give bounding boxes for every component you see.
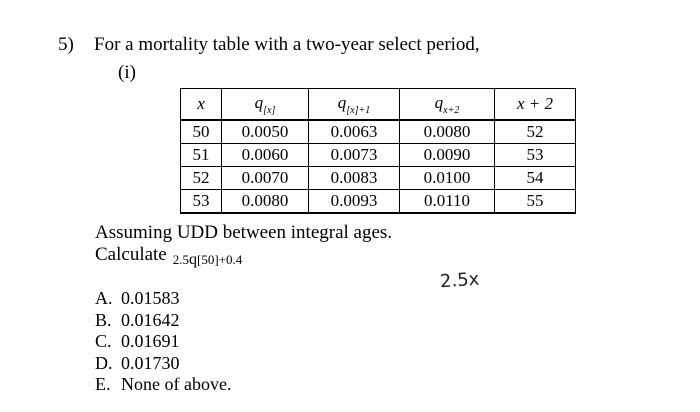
- table-cell: 0.0100: [400, 167, 495, 190]
- table-cell: 0.0060: [222, 144, 309, 167]
- header-x: x: [181, 89, 222, 121]
- table-cell: 0.0090: [400, 144, 495, 167]
- answer-choice-d[interactable]: D. 0.01730: [95, 352, 180, 373]
- question-number: 5): [58, 34, 74, 55]
- table-cell: 53: [495, 144, 576, 167]
- table-cell: 0.0050: [222, 120, 309, 144]
- table-row: [181, 120, 576, 144]
- answer-choice-b[interactable]: B. 0.01642: [95, 309, 180, 330]
- item-label: (i): [118, 62, 136, 83]
- table-cell: 0.0110: [400, 190, 495, 214]
- assumption-text: Assuming UDD between integral ages.: [95, 222, 393, 243]
- table-cell: 54: [495, 167, 576, 190]
- table-cell: 50: [181, 120, 222, 144]
- table-cell: 0.0070: [222, 167, 309, 190]
- header-q-select: $q_{[x]}$: [222, 89, 309, 121]
- mortality-table: [180, 88, 576, 214]
- table-cell: 0.0080: [400, 120, 495, 144]
- table-cell: 0.0083: [309, 167, 400, 190]
- question-text: For a mortality table with a two-year select period,: [94, 34, 480, 55]
- header-x-plus-2: x + 2: [495, 89, 576, 121]
- question-heading: [58, 34, 480, 56]
- table-row: [181, 144, 576, 167]
- table-cell: 52: [181, 167, 222, 190]
- table-cell: 51: [181, 144, 222, 167]
- table-row: [181, 190, 576, 214]
- calculate-expression: 2.5q[50]+0.4: [172, 251, 243, 268]
- answer-choice-e[interactable]: E. None of above.: [95, 374, 232, 394]
- calculate-label: Calculate: [95, 244, 167, 265]
- table-cell: 0.0093: [309, 190, 400, 214]
- handwritten-note: 2.5x: [439, 268, 480, 293]
- table-cell: 52: [495, 120, 576, 144]
- table-cell: 53: [181, 190, 222, 214]
- table-cell: 55: [495, 190, 576, 214]
- table-cell: 0.0080: [222, 190, 309, 214]
- table-cell: 0.0073: [309, 144, 400, 167]
- table-header-row: [181, 89, 576, 121]
- calculate-line: [95, 244, 392, 267]
- table-cell: 0.0063: [309, 120, 400, 144]
- question-stem: [95, 222, 392, 267]
- header-q-ultimate: $q_{x+2}$: [400, 89, 495, 121]
- header-q-select-plus-1: $q_{[x]+1}$: [309, 89, 400, 121]
- answer-choice-c[interactable]: C. 0.01691: [95, 331, 180, 351]
- table-row: [181, 167, 576, 190]
- answer-choices: [95, 288, 231, 396]
- answer-choice-a[interactable]: A. 0.01583: [95, 288, 180, 308]
